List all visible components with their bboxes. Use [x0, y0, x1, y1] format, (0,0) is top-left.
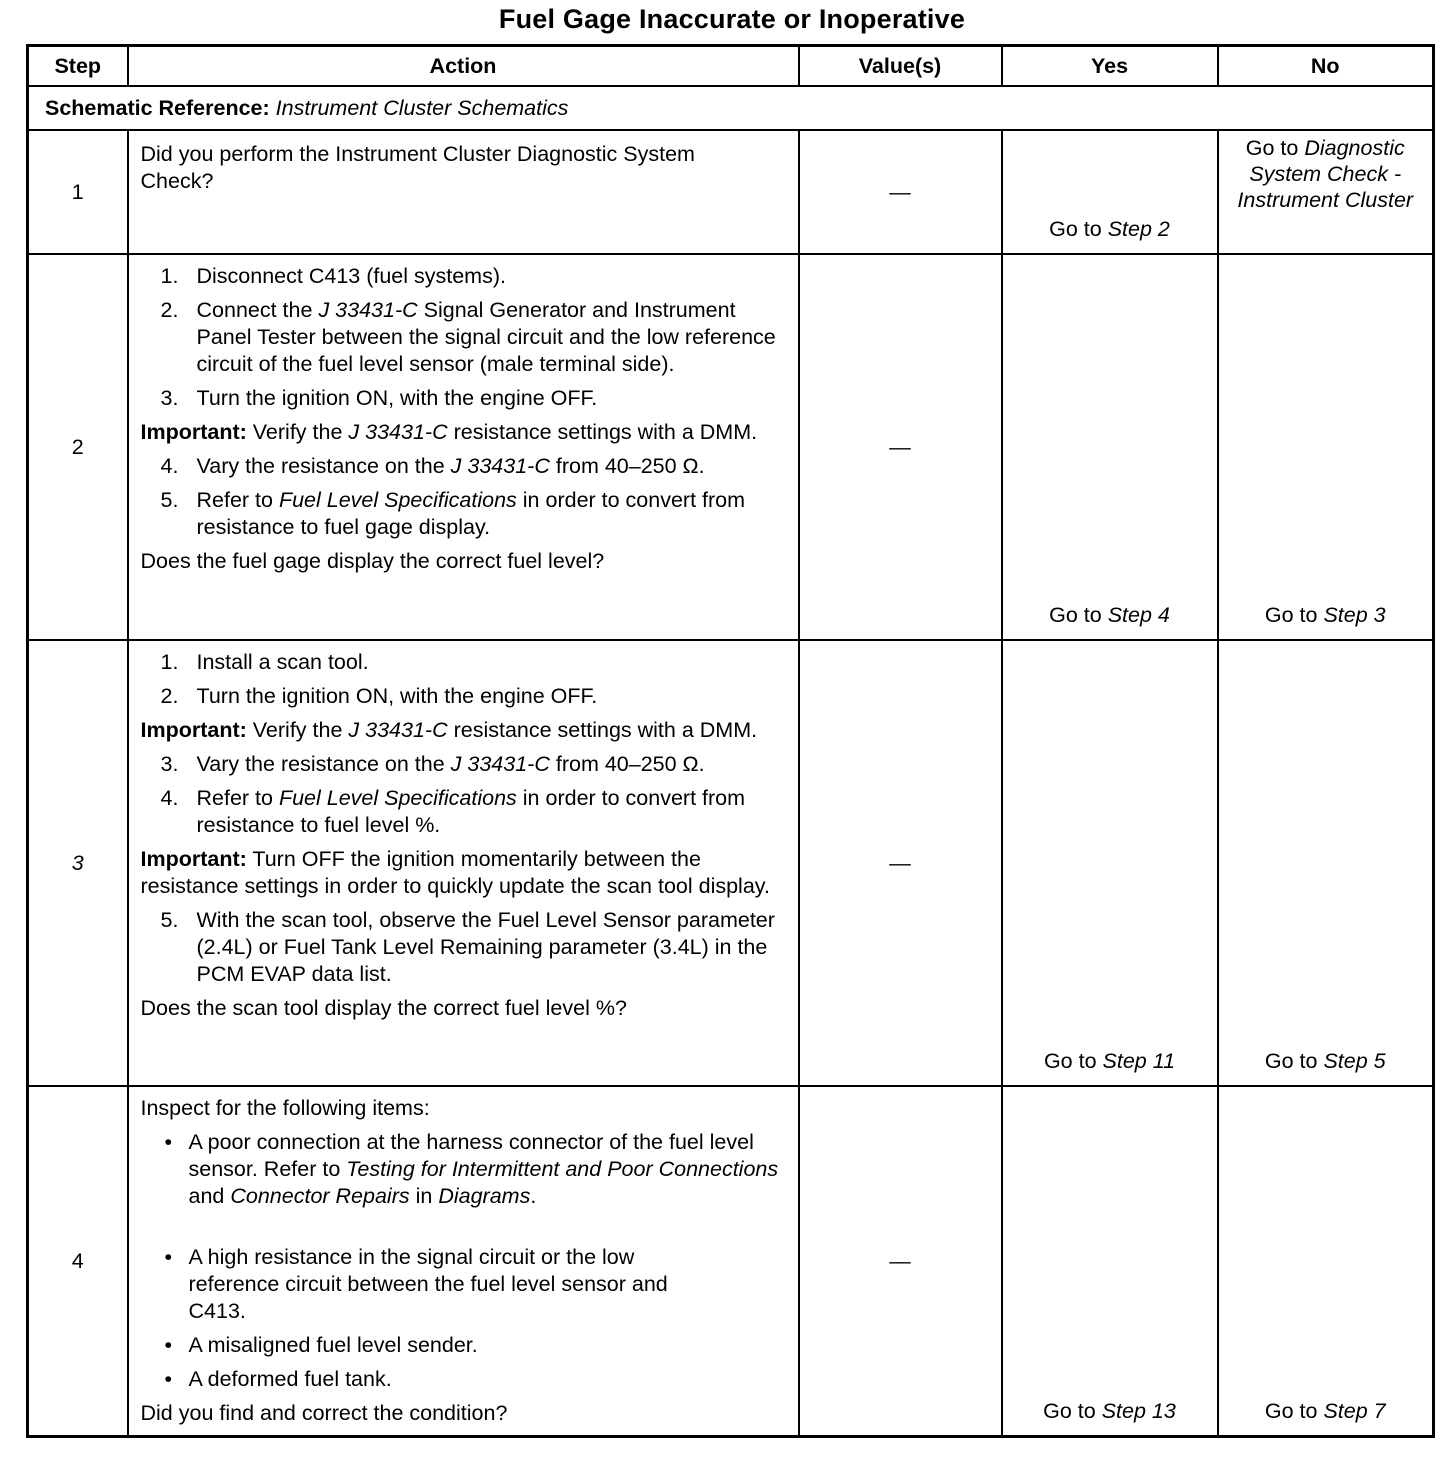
step-row-3 — [28, 640, 1434, 1086]
instruction-list — [141, 751, 792, 839]
value-cell: — — [799, 1086, 1002, 1437]
step-number: 2 — [28, 254, 128, 640]
spec-link[interactable]: Fuel Level Specifications — [278, 488, 517, 512]
tool-link[interactable]: J 33431-C — [348, 420, 448, 444]
step-question: Does the fuel gage display the correct fuel level? — [140, 549, 605, 573]
list-item: 2. Connect the J 33431-C Signal Generator and Instrument Panel Tester between the signal circuit and the low reference circuit of the fuel level sensor (male terminal side). — [160, 298, 776, 376]
yes-cell: Go to Step 11 — [1002, 640, 1218, 1086]
tool-link[interactable]: J 33431-C — [450, 454, 550, 478]
tool-link[interactable]: J 33431-C — [348, 718, 448, 742]
no-step-link[interactable]: Diagnostic System Check - Instrument Cluster — [1237, 136, 1414, 212]
list-item: • A high resistance in the signal circuit or the low reference circuit between the fuel level sensor and C413. — [141, 1244, 792, 1325]
list-item: • A poor connection at the harness connector of the fuel level sensor. Refer to Testing for Intermittent and Poor Connections and Connector Repairs in Diagrams. — [141, 1129, 792, 1210]
no-cell: Go to Step 7 — [1218, 1086, 1434, 1437]
no-step-link[interactable]: Step 3 — [1323, 603, 1386, 627]
list-item: 1. Install a scan tool. — [160, 650, 369, 674]
important-note: Important: Turn OFF the ignition momentarily between the resistance settings in order to quickly update the scan tool display. — [140, 847, 770, 898]
action-cell — [128, 130, 799, 254]
inspect-intro: Inspect for the following items: — [140, 1096, 430, 1120]
schematic-link[interactable]: Instrument Cluster Schematics — [275, 95, 569, 120]
action-cell — [128, 254, 799, 640]
diagrams-link[interactable]: Diagrams — [438, 1184, 531, 1208]
no-step-link[interactable]: Step 5 — [1323, 1049, 1386, 1073]
yes-step-link[interactable]: Step 2 — [1107, 217, 1170, 241]
header-values: Value(s) — [799, 46, 1002, 87]
connector-repairs-link[interactable]: Connector Repairs — [230, 1184, 410, 1208]
value-cell: — — [799, 640, 1002, 1086]
page-title: Fuel Gage Inaccurate or Inoperative — [498, 4, 966, 34]
no-cell: Go to Diagnostic System Check - Instrument Cluster — [1218, 130, 1434, 254]
tool-link[interactable]: J 33431-C — [450, 752, 550, 776]
value-cell: — — [799, 254, 1002, 640]
instruction-list — [141, 453, 792, 541]
spec-link[interactable]: Fuel Level Specifications — [278, 786, 517, 810]
yes-step-link[interactable]: Step 11 — [1102, 1049, 1176, 1073]
action-cell — [128, 640, 799, 1086]
list-item: 4. Vary the resistance on the J 33431-C from 40–250 Ω. — [160, 454, 705, 478]
instruction-list — [141, 907, 792, 988]
header-yes: Yes — [1002, 46, 1218, 87]
schematic-reference-row — [28, 86, 1434, 130]
important-note: Important: Verify the J 33431-C resistance settings with a DMM. — [140, 420, 758, 444]
step-number: 4 — [28, 1086, 128, 1437]
inspection-list — [141, 1129, 792, 1393]
action-cell — [128, 1086, 799, 1437]
tool-link[interactable]: J 33431-C — [318, 298, 418, 322]
header-step: Step — [28, 46, 128, 87]
step-question: Does the scan tool display the correct fuel level %? — [140, 996, 627, 1020]
step-row-1 — [28, 130, 1434, 254]
list-item: 3. Turn the ignition ON, with the engine OFF. — [160, 386, 598, 410]
instruction-list — [141, 649, 792, 710]
header-row — [28, 46, 1434, 87]
yes-step-link[interactable]: Step 4 — [1107, 603, 1170, 627]
testing-link[interactable]: Testing for Intermittent and Poor Connections — [346, 1157, 779, 1181]
list-item: 3. Vary the resistance on the J 33431-C from 40–250 Ω. — [160, 752, 705, 776]
list-item: • A misaligned fuel level sender. — [141, 1332, 792, 1359]
yes-cell: Go to Step 2 — [1002, 130, 1218, 254]
header-action: Action — [128, 46, 799, 87]
step-number: 3 — [28, 640, 128, 1086]
list-item: 5. With the scan tool, observe the Fuel Level Sensor parameter (2.4L) or Fuel Tank Level Remaining parameter (3.4L) in the PCM EVAP data list. — [160, 908, 775, 986]
no-cell: Go to Step 3 — [1218, 254, 1434, 640]
yes-cell: Go to Step 4 — [1002, 254, 1218, 640]
yes-step-link[interactable]: Step 13 — [1101, 1399, 1176, 1423]
diagnostic-table — [26, 44, 1435, 1438]
step-number: 1 — [28, 130, 128, 254]
no-step-link[interactable]: Step 7 — [1323, 1399, 1386, 1423]
schematic-label: Schematic Reference: — [45, 95, 270, 120]
value-cell: — — [799, 130, 1002, 254]
step-question: Did you perform the Instrument Cluster Diagnostic System Check? — [140, 142, 695, 193]
list-item: 5. Refer to Fuel Level Specifications in order to convert from resistance to fuel gage display. — [160, 488, 746, 539]
step-row-2 — [28, 254, 1434, 640]
header-no: No — [1218, 46, 1434, 87]
instruction-list — [141, 263, 792, 412]
yes-cell: Go to Step 13 — [1002, 1086, 1218, 1437]
list-item: 1. Disconnect C413 (fuel systems). — [160, 264, 506, 288]
step-question: Did you find and correct the condition? — [140, 1401, 508, 1425]
list-item: • A deformed fuel tank. — [141, 1366, 792, 1393]
list-item: 2. Turn the ignition ON, with the engine OFF. — [160, 684, 598, 708]
step-row-4 — [28, 1086, 1434, 1437]
list-item: 4. Refer to Fuel Level Specifications in order to convert from resistance to fuel level %. — [160, 786, 746, 837]
no-cell: Go to Step 5 — [1218, 640, 1434, 1086]
important-note: Important: Verify the J 33431-C resistance settings with a DMM. — [140, 718, 758, 742]
